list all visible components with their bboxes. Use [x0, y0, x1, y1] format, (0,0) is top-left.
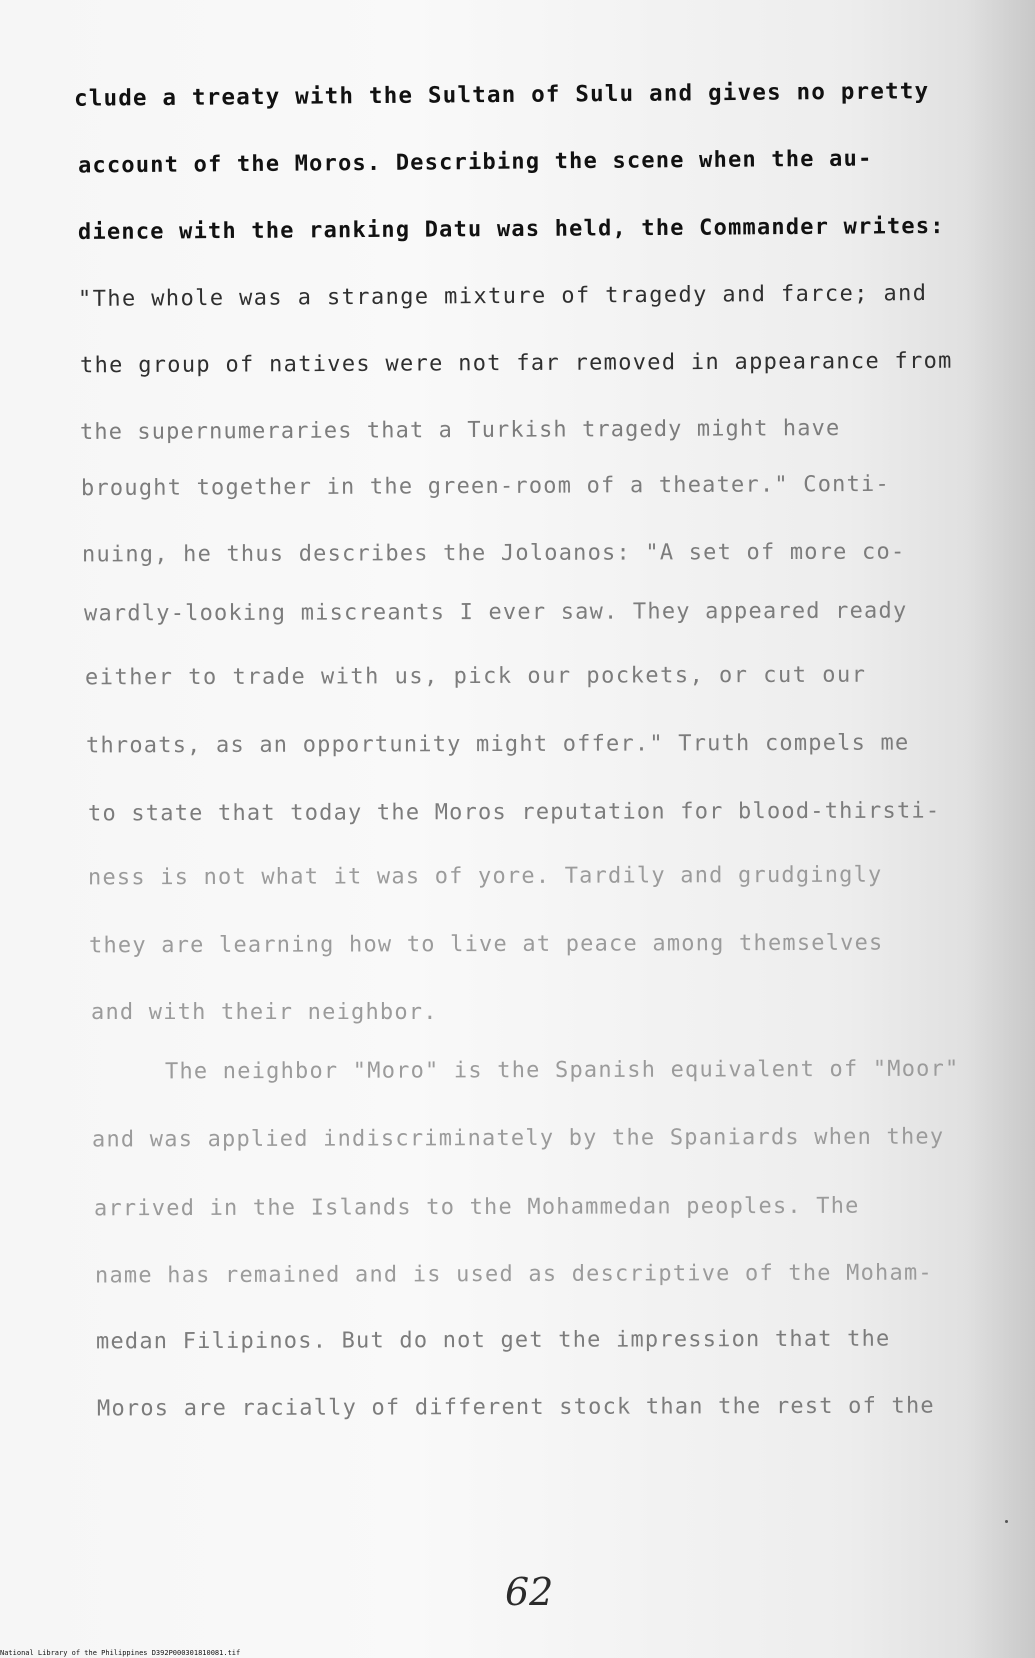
text-line-15: and with their neighbor.: [91, 1000, 438, 1025]
text-line-8: nuing, he thus describes the Joloanos: "A set of more co-: [81, 539, 906, 568]
text-line-1: clude a treaty with the Sultan of Sulu and gives no pretty: [73, 78, 930, 112]
text-line-4: "The whole was a strange mixture of tragedy and farce; and: [77, 281, 928, 312]
scan-edge-shadow: [965, 0, 1035, 1658]
text-line-13: ness is not what it was of yore. Tardily and grudgingly: [87, 862, 883, 891]
text-line-7: brought together in the green-room of a theater." Conti-: [80, 471, 890, 502]
text-line-16: The neighbor "Moro" is the Spanish equivalent of "Moor": [164, 1056, 960, 1085]
text-line-17: and was applied indiscriminately by the Spaniards when they: [91, 1124, 945, 1153]
text-line-19: name has remained and is used as descriptive of the Moham-: [94, 1260, 933, 1289]
text-line-5: the group of natives were not far removed in appearance from: [79, 348, 953, 379]
text-line-9: wardly-looking miscreants I ever saw. They appeared ready: [83, 598, 908, 627]
text-line-2: account of the Moros. Describing the scene when the au-: [77, 146, 873, 179]
text-line-11: throats, as an opportunity might offer." Truth compels me: [85, 730, 910, 759]
text-line-20: medan Filipinos. But do not get the impression that the: [95, 1326, 891, 1355]
text-line-18: arrived in the Islands to the Mohammedan peoples. The: [93, 1193, 860, 1222]
page-number: 62: [505, 1570, 554, 1614]
text-line-21: Moros are racially of different stock than the rest of the: [96, 1393, 935, 1422]
text-line-10: either to trade with us, pick our pockets, or cut our: [84, 662, 867, 691]
scan-footer: National Library of the Philippines D392P000301810081.tif: [0, 1649, 241, 1657]
text-line-6: the supernumeraries that a Turkish tragedy might have: [79, 416, 841, 445]
text-line-12: to state that today the Moros reputation for blood-thirsti-: [87, 798, 941, 827]
text-line-3: dience with the ranking Datu was held, the Commander writes:: [77, 213, 945, 246]
text-line-14: they are learning how to live at peace among themselves: [88, 930, 884, 959]
scan-speck: [1005, 1520, 1008, 1523]
